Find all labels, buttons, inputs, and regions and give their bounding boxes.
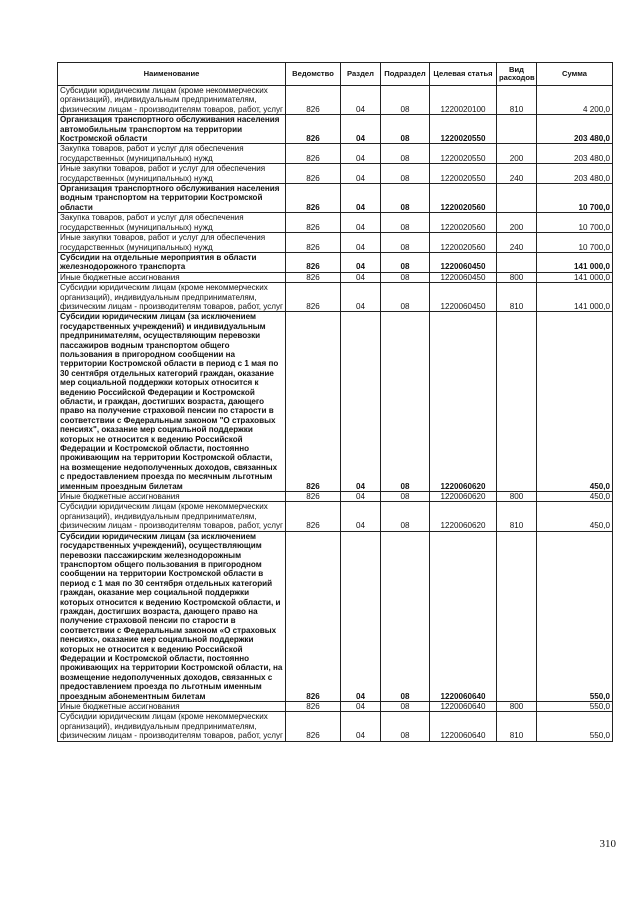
cell-target: 1220020100 [430, 86, 497, 115]
table-row [58, 233, 613, 253]
cell-dept: 826 [286, 164, 341, 184]
cell-expense-type: 200 [497, 144, 537, 164]
table-header-row [58, 63, 613, 86]
cell-dept: 826 [286, 233, 341, 253]
cell-name: Закупка товаров, работ и услуг для обеспечения государственных (муниципальных) нужд [58, 213, 286, 233]
cell-dept: 826 [286, 312, 341, 492]
table-row [58, 531, 613, 701]
cell-expense-type: 810 [497, 712, 537, 741]
cell-section: 04 [341, 312, 381, 492]
cell-dept: 826 [286, 502, 341, 531]
cell-expense-type: 810 [497, 502, 537, 531]
table-row [58, 312, 613, 492]
cell-subsection: 08 [381, 86, 430, 115]
cell-section: 04 [341, 252, 381, 272]
cell-name: Организация транспортного обслуживания населения автомобильным транспортом на территории Костромской области [58, 115, 286, 144]
cell-sum: 141 000,0 [537, 283, 613, 312]
cell-name: Субсидии на отдельные мероприятия в области железнодорожного транспорта [58, 252, 286, 272]
cell-subsection: 08 [381, 213, 430, 233]
cell-name: Закупка товаров, работ и услуг для обеспечения государственных (муниципальных) нужд [58, 144, 286, 164]
cell-subsection: 08 [381, 164, 430, 184]
cell-expense-type [497, 312, 537, 492]
cell-sum: 203 480,0 [537, 115, 613, 144]
cell-subsection: 08 [381, 492, 430, 502]
cell-section: 04 [341, 144, 381, 164]
cell-expense-type: 810 [497, 283, 537, 312]
cell-dept: 826 [286, 213, 341, 233]
cell-dept: 826 [286, 144, 341, 164]
cell-target: 1220060620 [430, 502, 497, 531]
cell-section: 04 [341, 492, 381, 502]
cell-target: 1220020560 [430, 213, 497, 233]
cell-expense-type: 810 [497, 86, 537, 115]
cell-dept: 826 [286, 252, 341, 272]
table-row [58, 702, 613, 712]
cell-dept: 826 [286, 184, 341, 213]
table-row [58, 712, 613, 741]
cell-target: 1220020550 [430, 115, 497, 144]
cell-expense-type: 240 [497, 164, 537, 184]
cell-sum: 141 000,0 [537, 272, 613, 282]
cell-section: 04 [341, 233, 381, 253]
cell-subsection: 08 [381, 283, 430, 312]
cell-target: 1220060450 [430, 283, 497, 312]
budget-table [57, 62, 613, 742]
table-row [58, 283, 613, 312]
cell-target: 1220020550 [430, 164, 497, 184]
cell-target: 1220020550 [430, 144, 497, 164]
cell-expense-type: 200 [497, 213, 537, 233]
cell-subsection: 08 [381, 702, 430, 712]
cell-name: Субсидии юридическим лицам (за исключением государственных учреждений) и индивидуальным предпринимателям, осуществляющим перевозки пассажиров водным транспортом общего пользования в пригородном сообщении на территории Костромской области в период с 1 мая по 30 сентября отдельных категорий граждан, оказание мер социальной поддержки которых относится к ведению Российской Федерации и Костромской области, и граждан, достигших возраста, дающего право на получение страховой пенсии по старости в соответствии с Федеральным законом "О страховых пенсиях", оказание мер социальной поддержки которых не относится к ведению Российской Федерации и Костромской области, постоянно проживающим на территории Костромской области, на возмещение недополученных доходов, связанных с предоставлением проезда по месячным льготным именным проездным билетам [58, 312, 286, 492]
cell-dept: 826 [286, 283, 341, 312]
cell-sum: 550,0 [537, 531, 613, 701]
header-subsection: Подраздел [381, 63, 430, 86]
cell-sum: 4 200,0 [537, 86, 613, 115]
cell-expense-type [497, 115, 537, 144]
cell-section: 04 [341, 164, 381, 184]
table-row [58, 144, 613, 164]
cell-subsection: 08 [381, 252, 430, 272]
table-row [58, 86, 613, 115]
cell-sum: 141 000,0 [537, 252, 613, 272]
table-row [58, 184, 613, 213]
cell-section: 04 [341, 184, 381, 213]
cell-name: Субсидии юридическим лицам (за исключением государственных учреждений), осуществляющим перевозки пассажирским железнодорожным транспортом общего пользования в пригородном сообщении на территории Костромской области в период с 1 мая по 30 сентября отдельных категорий граждан, оказание мер социальной поддержки которых относится к ведению Костромской области, и граждан, достигших возраста, дающего право на получение страховой пенсии по старости в соответствии с Федеральным законом «О страховых пенсиях», оказание мер социальной поддержки которых не относится к ведению Российской Федерации и Костромской области, постоянно проживающих на территории Костромской области, на возмещение недополученных доходов, связанных с предоставлением проезда по льготным именным проездным абонементным билетам [58, 531, 286, 701]
cell-section: 04 [341, 86, 381, 115]
table-row [58, 492, 613, 502]
cell-subsection: 08 [381, 233, 430, 253]
cell-name: Организация транспортного обслуживания населения водным транспортом на территории Костромской области [58, 184, 286, 213]
cell-sum: 203 480,0 [537, 144, 613, 164]
cell-subsection: 08 [381, 502, 430, 531]
cell-target: 1220060640 [430, 712, 497, 741]
cell-dept: 826 [286, 702, 341, 712]
cell-sum: 450,0 [537, 502, 613, 531]
cell-sum: 550,0 [537, 712, 613, 741]
cell-name: Иные бюджетные ассигнования [58, 272, 286, 282]
cell-name: Субсидии юридическим лицам (кроме некоммерческих организаций), индивидуальным предпринимателям, физическим лицам - производителям товаров, работ, услуг [58, 283, 286, 312]
cell-subsection: 08 [381, 712, 430, 741]
cell-section: 04 [341, 502, 381, 531]
cell-dept: 826 [286, 492, 341, 502]
header-sum: Сумма [537, 63, 613, 86]
cell-expense-type [497, 252, 537, 272]
table-row [58, 252, 613, 272]
cell-expense-type [497, 531, 537, 701]
cell-name: Субсидии юридическим лицам (кроме некоммерческих организаций), индивидуальным предпринимателям, физическим лицам - производителям товаров, работ, услуг [58, 712, 286, 741]
table-row [58, 213, 613, 233]
cell-sum: 10 700,0 [537, 213, 613, 233]
header-expense-type: Вид расходов [497, 63, 537, 86]
table-row [58, 502, 613, 531]
header-target: Целевая статья [430, 63, 497, 86]
cell-target: 1220060450 [430, 272, 497, 282]
cell-dept: 826 [286, 86, 341, 115]
cell-name: Иные бюджетные ассигнования [58, 702, 286, 712]
table-row [58, 164, 613, 184]
cell-target: 1220020560 [430, 184, 497, 213]
page-number: 310 [599, 838, 616, 850]
cell-name: Иные бюджетные ассигнования [58, 492, 286, 502]
cell-name: Иные закупки товаров, работ и услуг для обеспечения государственных (муниципальных) нужд [58, 233, 286, 253]
cell-expense-type: 800 [497, 272, 537, 282]
cell-dept: 826 [286, 272, 341, 282]
cell-subsection: 08 [381, 115, 430, 144]
table-row [58, 272, 613, 282]
cell-expense-type: 800 [497, 702, 537, 712]
cell-sum: 450,0 [537, 492, 613, 502]
cell-name: Субсидии юридическим лицам (кроме некоммерческих организаций), индивидуальным предпринимателям, физическим лицам - производителям товаров, работ, услуг [58, 502, 286, 531]
cell-section: 04 [341, 115, 381, 144]
cell-subsection: 08 [381, 531, 430, 701]
cell-target: 1220060640 [430, 531, 497, 701]
cell-section: 04 [341, 283, 381, 312]
table-row [58, 115, 613, 144]
cell-target: 1220060640 [430, 702, 497, 712]
cell-target: 1220060620 [430, 492, 497, 502]
cell-section: 04 [341, 531, 381, 701]
header-section: Раздел [341, 63, 381, 86]
cell-section: 04 [341, 712, 381, 741]
cell-sum: 450,0 [537, 312, 613, 492]
cell-target: 1220020560 [430, 233, 497, 253]
header-dept: Ведомство [286, 63, 341, 86]
table-body [58, 86, 613, 742]
cell-expense-type [497, 184, 537, 213]
cell-subsection: 08 [381, 272, 430, 282]
header-name: Наименование [58, 63, 286, 86]
cell-sum: 550,0 [537, 702, 613, 712]
cell-sum: 203 480,0 [537, 164, 613, 184]
cell-expense-type: 240 [497, 233, 537, 253]
cell-subsection: 08 [381, 184, 430, 213]
cell-expense-type: 800 [497, 492, 537, 502]
cell-sum: 10 700,0 [537, 184, 613, 213]
cell-name: Иные закупки товаров, работ и услуг для обеспечения государственных (муниципальных) нужд [58, 164, 286, 184]
cell-dept: 826 [286, 115, 341, 144]
cell-target: 1220060620 [430, 312, 497, 492]
cell-subsection: 08 [381, 312, 430, 492]
cell-section: 04 [341, 702, 381, 712]
cell-section: 04 [341, 272, 381, 282]
cell-sum: 10 700,0 [537, 233, 613, 253]
cell-target: 1220060450 [430, 252, 497, 272]
cell-dept: 826 [286, 531, 341, 701]
cell-name: Субсидии юридическим лицам (кроме некоммерческих организаций), индивидуальным предпринимателям, физическим лицам - производителям товаров, работ, услуг [58, 86, 286, 115]
cell-dept: 826 [286, 712, 341, 741]
cell-section: 04 [341, 213, 381, 233]
cell-subsection: 08 [381, 144, 430, 164]
